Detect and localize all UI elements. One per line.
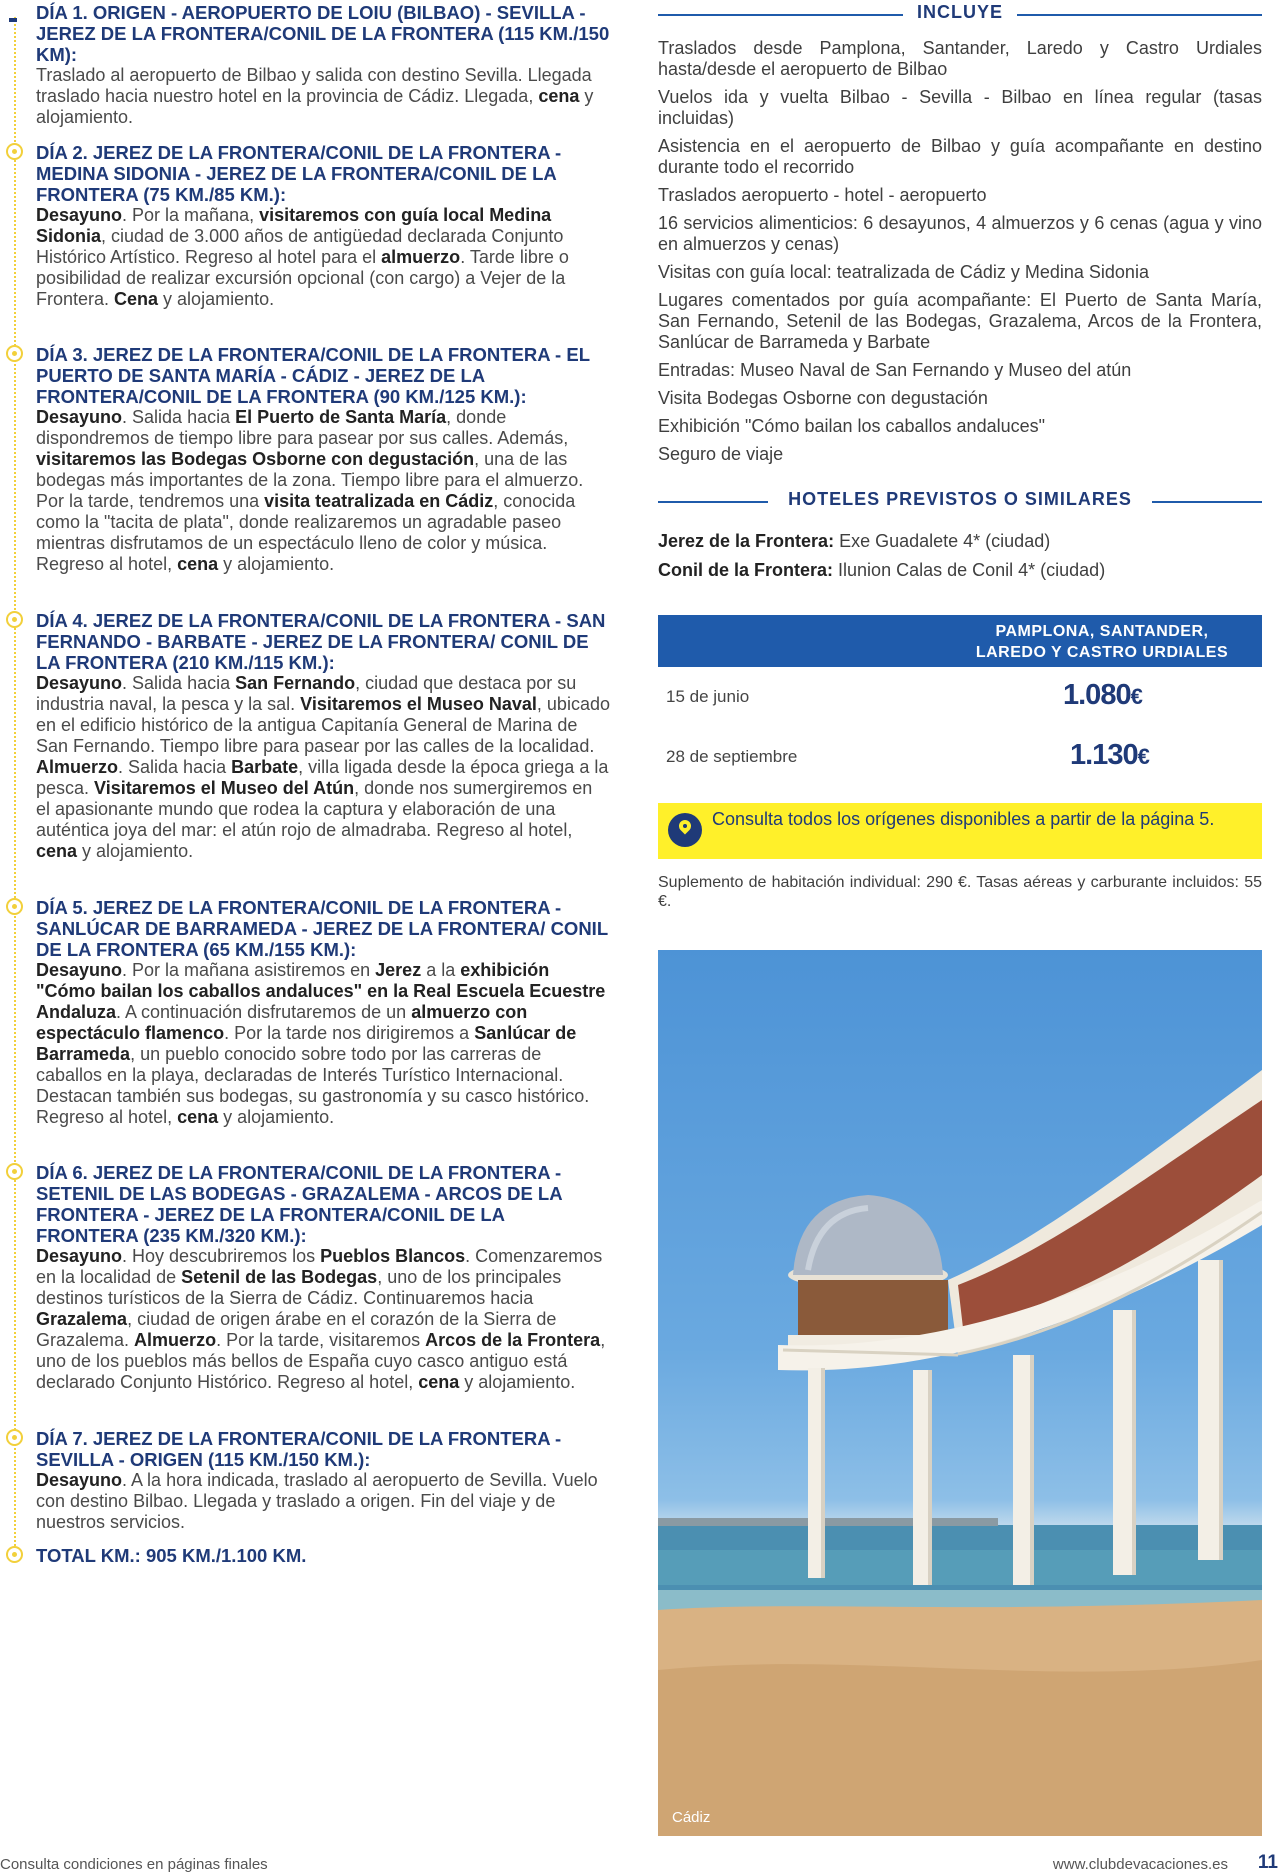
incluye-heading — [658, 2, 1262, 28]
timeline-marker-icon — [6, 1429, 23, 1446]
price-table-header — [658, 615, 1262, 667]
price-date: 15 de junio — [666, 687, 750, 706]
price-date: 28 de septiembre — [666, 747, 798, 766]
timeline-marker-icon — [6, 345, 23, 362]
origins-notice — [658, 803, 1262, 859]
incluye-item: Asistencia en el aeropuerto de Bilbao y guía acompañante en destino durante todo el recorrido — [658, 136, 1262, 177]
hotel-item: Conil de la Frontera: Ilunion Calas de Conil 4* (ciudad) — [658, 560, 1106, 580]
day-text: Desayuno. Salida hacia El Puerto de Santa María, donde dispondremos de tiempo libre para pasear por sus calles. Además, visitaremos las Bodegas Osborne con degustación, una de las bodegas más importantes de la zona. Tiempo libre para el almuerzo. Por la tarde, tendremos una visita teatralizada en Cádiz, conocida como la "tacita de plata", donde realizaremos un agradable paseo mientras disfrutamos de un espectáculo lleno de color y música. Regreso al hotel, cena y alojamiento. — [36, 407, 584, 574]
price-value: 1.130€ — [1070, 739, 1149, 771]
day-title: DÍA 5. JEREZ DE LA FRONTERA/CONIL DE LA FRONTERA - SANLÚCAR DE BARRAMEDA - JEREZ DE LA FRONTERA/ CONIL DE LA FRONTERA (65 KM./155 KM.): — [36, 897, 608, 960]
location-pin-icon — [668, 813, 702, 847]
day-title: DÍA 1. ORIGEN - AEROPUERTO DE LOIU (BILBAO) - SEVILLA - JEREZ DE LA FRONTERA/CONIL DE LA FRONTERA (115 KM./150 KM): — [36, 2, 610, 65]
footer-website-link[interactable]: www.clubdevacaciones.es — [1052, 1856, 1228, 1873]
day-title: DÍA 6. JEREZ DE LA FRONTERA/CONIL DE LA FRONTERA - SETENIL DE LAS BODEGAS - GRAZALEMA - ARCOS DE LA FRONTERA - JEREZ DE LA FRONTERA/CONIL DE LA FRONTERA (235 KM./320 KM.): — [36, 1162, 562, 1246]
info-column — [658, 0, 1262, 911]
day-title: DÍA 7. JEREZ DE LA FRONTERA/CONIL DE LA FRONTERA - SEVILLA - ORIGEN (115 KM./150 KM.): — [36, 1428, 562, 1470]
incluye-item: Visita Bodegas Osborne con degustación — [658, 388, 988, 408]
hoteles-heading — [658, 489, 1262, 515]
hoteles-list — [658, 531, 1262, 581]
day-text: Desayuno. Por la mañana, visitaremos con guía local Medina Sidonia, ciudad de 3.000 años de antigüedad declarada Conjunto Histórico Artístico. Regreso al hotel para el almuerzo. Tarde libre o posibilidad de realizar excursión opcional (con cargo) a Vejer de la Frontera. Cena y alojamiento. — [36, 205, 569, 309]
day-title: DÍA 2. JEREZ DE LA FRONTERA/CONIL DE LA FRONTERA - MEDINA SIDONIA - JEREZ DE LA FRONTERA/CONIL DE LA FRONTERA (75 KM./85 KM.): — [36, 142, 562, 205]
itinerary-column — [0, 0, 620, 1580]
day-text: Desayuno. Salida hacia San Fernando, ciudad que destaca por su industria naval, la pesca y la sal. Visitaremos el Museo Naval, ubicado en el edificio histórico de la antigua Capitanía General de Marina de San Fernando. Tiempo libre para pasear por las calles de la localidad. Almuerzo. Salida hacia Barbate, villa ligada desde la época griega a la pesca. Visitaremos el Museo del Atún, donde nos sumergiremos en el apasionante mundo que rodea la captura y elaboración de una auténtica joya del mar: el atún rojo de almadraba. Regreso al hotel, cena y alojamiento. — [36, 673, 610, 861]
footer-conditions: Consulta condiciones en páginas finales — [0, 1856, 268, 1873]
day-title: DÍA 4. JEREZ DE LA FRONTERA/CONIL DE LA FRONTERA - SAN FERNANDO - BARBATE - JEREZ DE LA FRONTERA/ CONIL DE LA FRONTERA (210 KM./115 KM.): — [36, 610, 606, 673]
day-6 — [36, 1162, 611, 1393]
incluye-item: Vuelos ida y vuelta Bilbao - Sevilla - Bilbao en línea regular (tasas incluidas) — [658, 87, 1262, 128]
incluye-item: Exhibición "Cómo bailan los caballos andaluces" — [658, 416, 1045, 436]
incluye-item: Visitas con guía local: teatralizada de Cádiz y Medina Sidonia — [658, 262, 1149, 282]
balneario-illustration — [658, 950, 1262, 1836]
hotel-item: Jerez de la Frontera: Exe Guadalete 4* (ciudad) — [658, 531, 1051, 551]
incluye-item: 16 servicios alimenticios: 6 desayunos, 4 almuerzos y 6 cenas (agua y vino en almuerzos y cenas) — [658, 213, 1262, 254]
day-text: Traslado al aeropuerto de Bilbao y salida con destino Sevilla. Llegada traslado hacia nuestro hotel en la provincia de Cádiz. Llegada, cena y alojamiento. — [36, 65, 594, 127]
day-4 — [36, 610, 611, 862]
day-7 — [36, 1428, 611, 1533]
timeline-line — [14, 8, 16, 1558]
supplement-note: Suplemento de habitación individual: 290 €. Tasas aéreas y carburante incluidos: 55 €. — [658, 874, 1262, 910]
day-3 — [36, 344, 611, 575]
total-km — [36, 1545, 611, 1567]
timeline-marker-icon — [6, 1546, 23, 1563]
timeline-marker-icon — [6, 898, 23, 915]
day-1 — [36, 2, 611, 128]
incluye-title: INCLUYE — [903, 2, 1017, 22]
day-2 — [36, 142, 611, 310]
cadiz-photo — [658, 950, 1262, 1836]
day-5 — [36, 897, 611, 1128]
timeline-marker-icon — [6, 0, 23, 17]
timeline-marker-icon — [6, 611, 23, 628]
photo-caption: Cádiz — [672, 1809, 711, 1826]
incluye-item: Seguro de viaje — [658, 444, 784, 464]
timeline-marker-icon — [6, 143, 23, 160]
incluye-item: Traslados desde Pamplona, Santander, Laredo y Castro Urdiales hasta/desde el aeropuerto de Bilbao — [658, 38, 1262, 79]
price-value: 1.080€ — [1063, 679, 1142, 711]
hoteles-title: HOTELES PREVISTOS O SIMILARES — [774, 489, 1146, 509]
price-table — [658, 615, 1262, 787]
price-header-line1: PAMPLONA, SANTANDER, — [995, 623, 1209, 640]
incluye-item: Traslados aeropuerto - hotel - aeropuerto — [658, 185, 987, 205]
page-number: 11 — [1257, 1852, 1278, 1873]
price-header-line2: LAREDO Y CASTRO URDIALES — [975, 644, 1229, 661]
day-text: Desayuno. A la hora indicada, traslado al aeropuerto de Sevilla. Vuelo con destino Bilbao. Llegada y traslado a origen. Fin del viaje y de nuestros servicios. — [36, 1470, 598, 1532]
day-title: DÍA 3. JEREZ DE LA FRONTERA/CONIL DE LA FRONTERA - EL PUERTO DE SANTA MARÍA - CÁDIZ - JEREZ DE LA FRONTERA/CONIL DE LA FRONTERA (90 KM./125 KM.): — [36, 344, 590, 407]
price-row — [658, 727, 1262, 787]
incluye-item: Lugares comentados por guía acompañante: El Puerto de Santa María, San Fernando, Setenil de las Bodegas, Grazalema, Arcos de la Frontera, Sanlúcar de Barrameda y Barbate — [658, 290, 1262, 352]
day-text: Desayuno. Hoy descubriremos los Pueblos Blancos. Comenzaremos en la localidad de Setenil de las Bodegas, uno de los principales destinos turísticos de la Sierra de Cádiz. Continuaremos hacia Grazalema, ciudad de origen árabe en el corazón de la Sierra de Grazalema. Almuerzo. Por la tarde, visitaremos Arcos de la Frontera, uno de los pueblos más bellos de España cuyo casco antiguo está declarado Conjunto Histórico. Regreso al hotel, cena y alojamiento. — [36, 1246, 606, 1392]
timeline-marker-icon — [6, 1163, 23, 1180]
price-row — [658, 667, 1262, 727]
origins-notice-text: Consulta todos los orígenes disponibles a partir de la página 5. — [712, 809, 1215, 829]
day-text: Desayuno. Por la mañana asistiremos en Jerez a la exhibición "Cómo bailan los caballos andaluces" en la Real Escuela Ecuestre Andaluza. A continuación disfrutaremos de un almuerzo con espectáculo flamenco. Por la tarde nos dirigiremos a Sanlúcar de Barrameda, un pueblo conocido sobre todo por las carreras de caballos en la playa, declaradas de Interés Turístico Internacional. Destacan también sus bodegas, su gastronomía y su casco histórico. Regreso al hotel, cena y alojamiento. — [36, 960, 606, 1127]
incluye-item: Entradas: Museo Naval de San Fernando y Museo del atún — [658, 360, 1132, 380]
incluye-list — [658, 38, 1262, 465]
total-km-text: TOTAL KM.: 905 KM./1.100 KM. — [36, 1545, 307, 1566]
